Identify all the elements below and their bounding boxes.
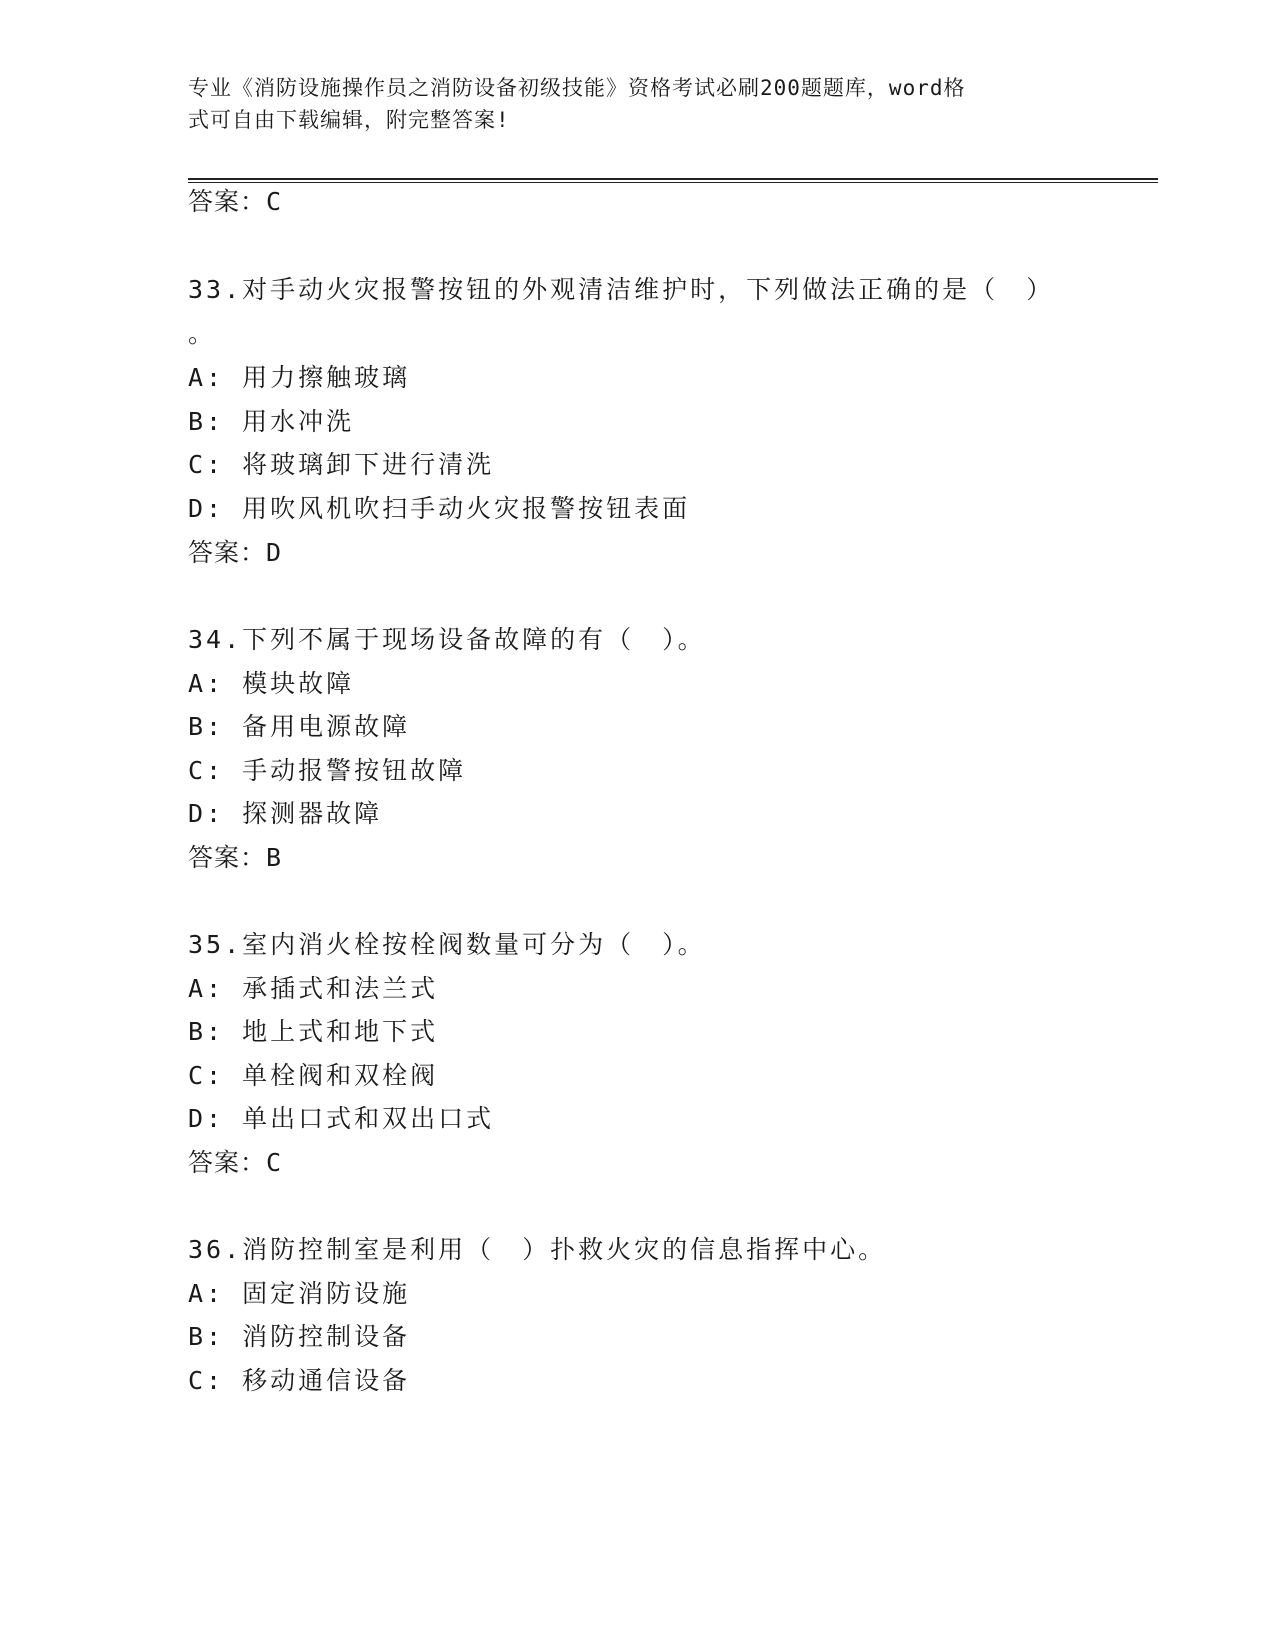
answer-line bbox=[188, 840, 282, 876]
option-b: B: 地上式和地下式 bbox=[188, 1017, 439, 1046]
document-header bbox=[188, 72, 1088, 136]
question-stem: 36.消防控制室是利用（ ）扑救火灾的信息指挥中心。 bbox=[188, 1235, 887, 1264]
answer-line bbox=[188, 535, 282, 571]
option-a: A: 承插式和法兰式 bbox=[188, 974, 439, 1003]
option-c: C: 单栓阀和双栓阀 bbox=[188, 1061, 439, 1090]
answer-line bbox=[188, 1145, 282, 1181]
header-title-line-2: 式可自由下载编辑，附完整答案! bbox=[188, 108, 510, 132]
question-stem: 34.下列不属于现场设备故障的有（ ）。 bbox=[188, 625, 706, 654]
option-b: B: 用水冲洗 bbox=[188, 407, 355, 436]
answer-label: 答案： bbox=[188, 538, 267, 567]
option-c: C: 移动通信设备 bbox=[188, 1366, 411, 1395]
option-d: D: 用吹风机吹扫手动火灾报警按钮表面 bbox=[188, 494, 691, 523]
answer-line bbox=[188, 184, 282, 220]
option-d: D: 单出口式和双出口式 bbox=[188, 1104, 495, 1133]
option-b: B: 备用电源故障 bbox=[188, 712, 411, 741]
option-b: B: 消防控制设备 bbox=[188, 1322, 411, 1351]
option-a: A: 模块故障 bbox=[188, 669, 355, 698]
option-a: A: 固定消防设施 bbox=[188, 1279, 411, 1308]
answer-value: C bbox=[266, 1148, 283, 1177]
answer-value: B bbox=[266, 843, 283, 872]
answer-label: 答案： bbox=[188, 187, 267, 216]
answer-label: 答案： bbox=[188, 1148, 267, 1177]
question-stem-continuation: 。 bbox=[188, 319, 217, 348]
option-c: C: 手动报警按钮故障 bbox=[188, 756, 467, 785]
answer-value: D bbox=[266, 538, 283, 567]
option-d: D: 探测器故障 bbox=[188, 799, 383, 828]
question-stem: 35.室内消火栓按栓阀数量可分为（ ）。 bbox=[188, 930, 706, 959]
answer-label: 答案： bbox=[188, 843, 267, 872]
header-divider bbox=[188, 178, 1158, 183]
option-a: A: 用力擦触玻璃 bbox=[188, 363, 411, 392]
answer-value: C bbox=[266, 187, 283, 216]
option-c: C: 将玻璃卸下进行清洗 bbox=[188, 450, 495, 479]
question-stem: 33.对手动火灾报警按钮的外观清洁维护时，下列做法正确的是（ ） bbox=[188, 275, 1055, 304]
header-title-line-1: 专业《消防设施操作员之消防设备初级技能》资格考试必刷200题题库，word格 bbox=[188, 76, 966, 100]
